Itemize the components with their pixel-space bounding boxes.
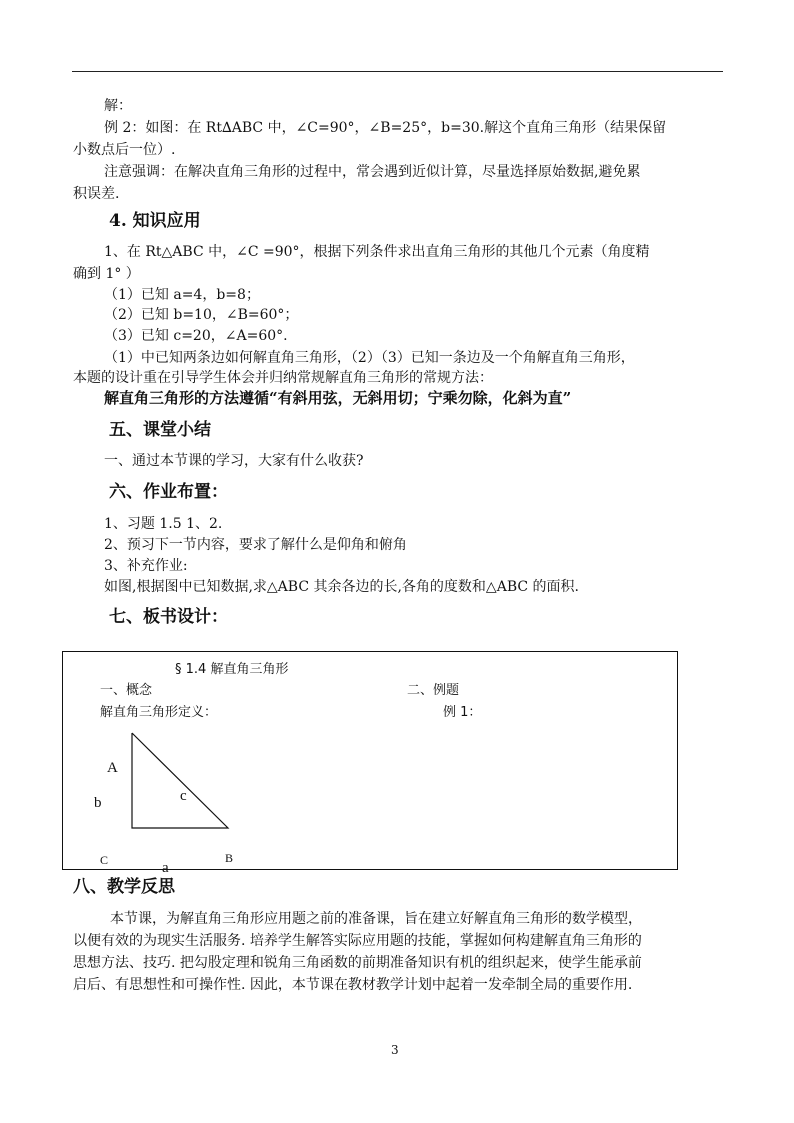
section4-heading: 4. 知识应用	[109, 211, 201, 231]
method-summary: 解直角三角形的方法遵循“有斜用弦，无斜用切；宁乘勿除，化斜为直”	[104, 389, 572, 407]
section5-line: 一、通过本节课的学习，大家有什么收获?	[104, 453, 364, 469]
reflection-line-3: 思想方法、技巧. 把勾股定理和锐角三角函数的前期准备知识有机的组织起来，使学生能承前	[73, 955, 642, 971]
board-definition: 解直角三角形定义：	[100, 705, 218, 720]
note-line1: 注意强调：在解决直角三角形的过程中，常会遇到近似计算，尽量选择原始数据,避免累	[104, 164, 641, 180]
homework-line-2: 2、预习下一节内容，要求了解什么是仰角和俯角	[104, 537, 407, 553]
condition-item-2: （2）已知 b=10，∠B=60°；	[104, 307, 299, 323]
label-A: A	[107, 760, 118, 776]
board-example1: 例 1：	[443, 705, 482, 720]
board-title: § 1.4 解直角三角形	[175, 662, 289, 677]
label-c: c	[180, 788, 187, 804]
example2-line2: 小数点后一位）.	[73, 142, 176, 158]
label-b: b	[94, 795, 102, 811]
explain-line2: 本题的设计重在引导学生体会并归纳常规解直角三角形的常规方法：	[73, 370, 493, 386]
label-C: C	[100, 853, 109, 867]
section5-heading: 五、课堂小结	[109, 420, 211, 440]
board-examples: 二、例题	[407, 683, 460, 698]
reflection-line-1: 本节课，为解直角三角形应用题之前的准备课，旨在建立好解直角三角形的数学模型，	[110, 911, 642, 927]
example2-line1: 例 2：如图：在 Rt∆ABC 中，∠C=90°，∠B=25°，b=30.解这个直角三角形（结果保留	[104, 120, 667, 136]
reflection-line-4: 启后、有思想性和可操作性. 因此，本节课在教材教学计划中起着一发牵制全局的重要作用.	[73, 977, 633, 993]
q1-line2: 确到 1° ）	[73, 266, 140, 282]
homework-line-3: 3、补充作业:	[104, 558, 188, 574]
note-line2: 积误差.	[73, 186, 120, 202]
condition-item-1: （1）已知 a=4，b=8；	[104, 287, 260, 303]
solution-label: 解：	[104, 98, 132, 114]
section7-heading: 七、板书设计：	[109, 607, 228, 627]
page-number: 3	[391, 1043, 399, 1057]
section6-heading: 六、作业布置：	[109, 482, 228, 502]
homework-line-4: 如图,根据图中已知数据,求△ABC 其余各边的长,各角的度数和△ABC 的面积.	[104, 579, 579, 595]
board-concept: 一、概念	[100, 683, 153, 698]
condition-item-3: （3）已知 c=20，∠A=60°.	[104, 328, 288, 344]
label-B: B	[225, 851, 234, 865]
q1-line1: 1、在 Rt△ABC 中，∠C =90°，根据下列条件求出直角三角形的其他几个元素（角度精	[104, 244, 650, 260]
explain-line1: （1）中已知两条边如何解直角三角形，（2）（3）已知一条边及一个角解直角三角形，	[104, 350, 635, 366]
homework-line-1: 1、习题 1.5 1、2.	[104, 516, 223, 532]
label-a: a	[162, 860, 169, 876]
reflection-line-2: 以便有效的为现实生活服务. 培养学生解答实际应用题的技能，掌握如何构建解直角三角形的	[73, 933, 642, 949]
section8-heading: 八、教学反思	[73, 877, 175, 897]
